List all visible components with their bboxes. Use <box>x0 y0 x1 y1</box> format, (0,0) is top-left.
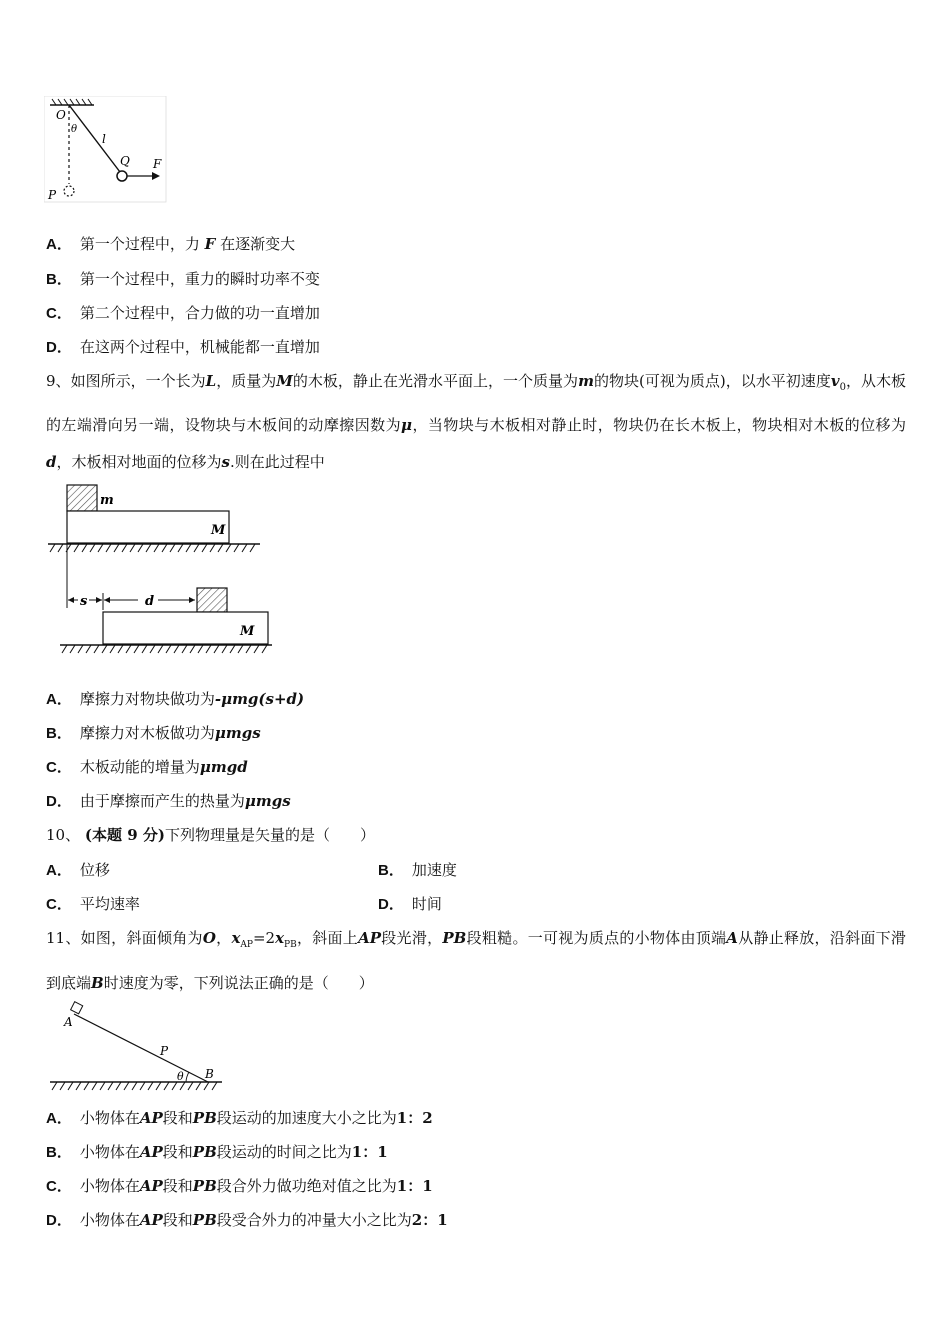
fig9-label-m: m <box>100 493 114 508</box>
stem-text: 时速度为零，下列说法正确的是（ ） <box>103 973 374 992</box>
var-PB: PB <box>192 1143 217 1161</box>
var-M: M <box>276 372 293 390</box>
option-text: 段和 <box>162 1211 193 1229</box>
q8-option-d <box>46 337 320 358</box>
option-text: 时间 <box>411 895 442 913</box>
fig8-label-Q: Q <box>120 154 130 168</box>
var-A: A <box>726 929 738 947</box>
var-PB: PB <box>192 1177 217 1195</box>
stem-text: 如图所示，一个长为 <box>70 372 206 390</box>
option-expression: μmgs <box>244 792 291 810</box>
stem-text: 下列物理量是矢量的是（ ） <box>164 826 375 844</box>
stem-text: 段粗糙。一可视为质点的小物体由顶端 <box>466 929 727 947</box>
q10-option-b <box>378 860 457 881</box>
var-PB: PB <box>192 1211 217 1229</box>
var-AP: AP <box>139 1109 163 1127</box>
var-PB: PB <box>442 929 467 947</box>
var-x-ap-sub: AP <box>240 940 253 950</box>
stem-text: ，从木板的左端滑向另一端，设物块与木板间的动摩擦因数为 <box>46 372 906 434</box>
option-text: 段和 <box>162 1143 193 1161</box>
q11-option-c <box>46 1176 433 1197</box>
option-ratio: 1：1 <box>396 1177 433 1195</box>
var-x-pb: x <box>275 929 285 947</box>
option-expression: -μmg(s+d) <box>214 690 305 708</box>
stem-text: =2 <box>252 929 276 947</box>
q11-option-b <box>46 1142 388 1163</box>
option-text: 加速度 <box>411 861 457 879</box>
q10-stem <box>46 825 375 845</box>
option-text: 段运动的时间之比为 <box>216 1143 352 1161</box>
option-label: B． <box>46 725 72 742</box>
fig8-label-O: O <box>56 108 66 122</box>
option-text: 第一个过程中，重力的瞬时功率不变 <box>79 270 320 288</box>
option-label: C． <box>46 896 72 913</box>
option-text: 段合外力做功绝对值之比为 <box>216 1177 397 1195</box>
stem-text: ，斜面上 <box>296 929 359 947</box>
option-text: 在逐渐变大 <box>220 235 296 253</box>
var-v0: v <box>830 372 840 390</box>
q9-option-b <box>46 723 261 744</box>
question-number: 9、 <box>46 372 71 390</box>
var-mu: μ <box>401 415 413 434</box>
stem-text: 从静止释放，沿斜面下滑到底端 <box>46 929 906 992</box>
option-ratio: 1：2 <box>396 1109 433 1127</box>
var-x-ap: x <box>231 929 241 947</box>
stem-text: 的物块(可视为质点)，以水平初速度 <box>593 372 831 390</box>
option-text: 段运动的加速度大小之比为 <box>216 1109 397 1127</box>
var-m: m <box>578 372 594 390</box>
var-B: B <box>91 973 104 992</box>
option-text: 第二个过程中，合力做的功一直增加 <box>79 304 320 322</box>
q11-option-d <box>46 1210 448 1231</box>
var-PB: PB <box>192 1109 217 1127</box>
fig11-label-B: B <box>205 1067 214 1081</box>
var-AP: AP <box>358 929 382 947</box>
fig8-label-P: P <box>48 188 57 202</box>
option-text: 摩擦力对物块做功为 <box>79 690 215 708</box>
q8-option-b <box>46 269 320 290</box>
q10-option-a <box>46 860 110 881</box>
var-F: F <box>204 235 216 253</box>
var-L: L <box>205 372 217 390</box>
fig9-label-d: d <box>145 594 155 609</box>
option-label: D． <box>46 793 72 810</box>
stem-text: 的木板，静止在光滑水平面上，一个质量为 <box>292 372 579 390</box>
fig9-label-s: s <box>80 594 88 609</box>
stem-text: ，木板相对地面的位移为 <box>56 453 222 471</box>
option-text: 段和 <box>162 1109 193 1127</box>
option-text: 摩擦力对木板做功为 <box>79 724 215 742</box>
option-label: D． <box>46 339 72 356</box>
option-label: B． <box>46 1144 72 1161</box>
option-label: B． <box>378 862 404 879</box>
option-ratio: 1：1 <box>351 1143 388 1161</box>
var-AP: AP <box>139 1143 163 1161</box>
fig11-label-theta: θ <box>177 1070 184 1083</box>
var-AP: AP <box>139 1211 163 1229</box>
fig8-label-theta: θ <box>71 124 78 135</box>
option-label: C． <box>46 759 72 776</box>
option-text: 小物体在 <box>79 1211 140 1229</box>
option-label: D． <box>46 1212 72 1229</box>
q9-option-c <box>46 757 248 778</box>
option-text: 小物体在 <box>79 1109 140 1127</box>
q8-option-c <box>46 303 320 324</box>
option-text: 小物体在 <box>79 1177 140 1195</box>
option-text: 位移 <box>79 861 110 879</box>
option-label: C． <box>46 1178 72 1195</box>
q10-option-c <box>46 894 140 915</box>
var-AP: AP <box>139 1177 163 1195</box>
var-d: d <box>46 453 57 471</box>
stem-text: 段光滑， <box>381 929 443 947</box>
option-text: 段受合外力的冲量大小之比为 <box>216 1211 412 1229</box>
fig9-label-M-top: M <box>211 523 226 538</box>
option-label: A． <box>46 691 72 708</box>
option-text: 木板动能的增量为 <box>79 758 200 776</box>
option-text: 在这两个过程中，机械能都一直增加 <box>79 338 320 356</box>
option-label: B． <box>46 271 72 288</box>
var-v0-sub: 0 <box>839 382 846 393</box>
option-label: C． <box>46 305 72 322</box>
stem-text: ， <box>215 929 232 947</box>
fig11-label-P: P <box>160 1044 169 1058</box>
q9-option-a <box>46 689 304 710</box>
var-s: s <box>221 453 230 471</box>
stem-text: 如图，斜面倾角为 <box>80 929 203 947</box>
option-text: 段和 <box>162 1177 193 1195</box>
option-label: A． <box>46 236 72 253</box>
incline-figure <box>46 998 226 1094</box>
fig9-label-M-bottom: M <box>240 624 255 639</box>
stem-text: ，当物块与木板相对静止时，物块仍在长木板上，物块相对木板的位移为 <box>412 415 906 434</box>
option-label: A． <box>46 862 72 879</box>
block-board-figure <box>46 478 276 664</box>
pendulum-figure <box>44 96 168 204</box>
option-expression: μmgs <box>214 724 261 742</box>
stem-text: ，质量为 <box>216 372 277 390</box>
fig11-label-A: A <box>64 1015 73 1029</box>
q11-option-a <box>46 1108 433 1129</box>
stem-text: .则在此过程中 <box>229 453 325 471</box>
var-O: O <box>202 929 216 947</box>
q8-option-a <box>46 234 295 255</box>
question-number: 10、 <box>46 826 81 844</box>
option-ratio: 2：1 <box>411 1211 448 1229</box>
question-number: 11、 <box>46 929 81 947</box>
var-x-pb-sub: PB <box>284 940 297 950</box>
option-text: 小物体在 <box>79 1143 140 1161</box>
q9-stem <box>46 363 906 482</box>
q9-option-d <box>46 791 291 812</box>
question-score: (本题 9 分) <box>84 826 165 844</box>
fig8-label-l: l <box>102 132 106 146</box>
fig8-label-F: F <box>153 157 162 171</box>
option-text: 第一个过程中，力 <box>79 235 200 253</box>
option-label: A． <box>46 1110 72 1127</box>
option-label: D． <box>378 896 404 913</box>
option-text: 平均速率 <box>79 895 140 913</box>
q10-option-d <box>378 894 442 915</box>
option-text: 由于摩擦而产生的热量为 <box>79 792 245 810</box>
q11-stem <box>46 920 906 1002</box>
option-expression: μmgd <box>199 758 248 776</box>
